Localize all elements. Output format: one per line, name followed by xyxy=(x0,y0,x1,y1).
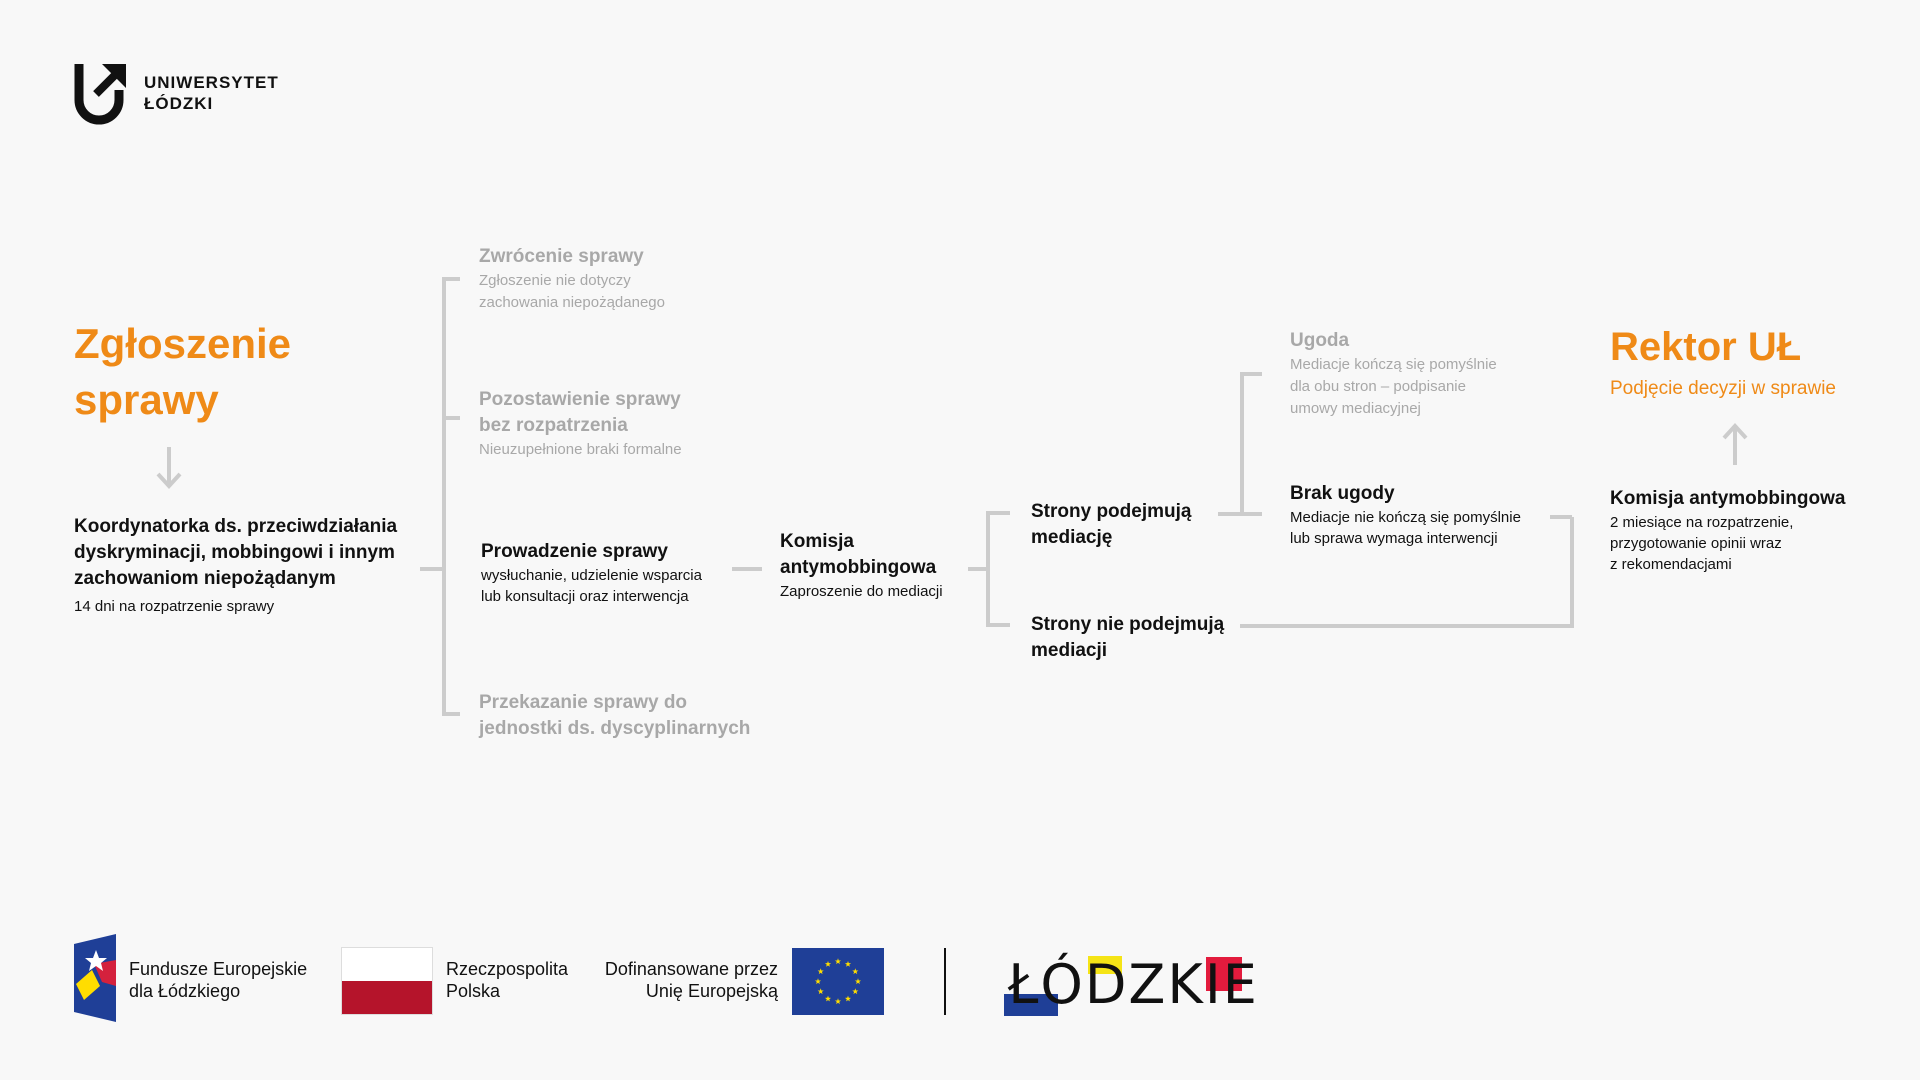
rector-title: Rektor UŁ xyxy=(1610,325,1802,369)
lodzkie-logo-text: ŁÓDZKIE xyxy=(1008,953,1259,1016)
poland-flag-icon xyxy=(341,947,433,1015)
no-agreement-node: Brak ugody Mediacje nie kończą się pomyślnie lub sprawa wymaga interwencji xyxy=(1290,483,1521,547)
eu-star-icon xyxy=(852,988,858,994)
eu-stars-icon xyxy=(792,948,884,1015)
eu-star-icon xyxy=(818,968,824,974)
commission-mediation-node: Komisja antymobbingowa Zaproszenie do mediacji xyxy=(780,531,943,600)
eu-star-icon xyxy=(818,988,824,994)
agreement-node: Ugoda Mediacje kończą się pomyślnie dla obu stron – podpisanie umowy mediacyjnej xyxy=(1290,330,1497,417)
poland-text: Rzeczpospolita Polska xyxy=(446,959,569,1001)
coordinator-node: Koordynatorka ds. przeciwdziałania dyskryminacji, mobbingowi i innym zachowaniom niepożądanym 14 dni na rozpatrzenie sprawy xyxy=(74,514,414,618)
university-name: UNIWERSYTET ŁÓDZKI xyxy=(144,73,279,113)
eu-star-icon xyxy=(852,968,858,974)
mediation-declined: Strony nie podejmują mediacji xyxy=(1031,614,1225,661)
option-leave: Pozostawienie sprawy bez rozpatrzenia Nieuzupełnione braki formalne xyxy=(479,389,682,458)
eu-flag-icon xyxy=(792,948,884,1015)
eu-star-icon xyxy=(815,978,821,984)
coordinator-deadline: 14 dni na rozpatrzenie sprawy xyxy=(74,598,275,615)
eu-star-icon xyxy=(825,961,831,967)
rector-decision: Podjęcie decyzji w sprawie xyxy=(1610,378,1836,399)
funds-logo xyxy=(74,934,118,1022)
option-transfer: Przekazanie sprawy do jednostki ds. dyscyplinarnych xyxy=(479,692,751,739)
eu-star-icon xyxy=(835,998,841,1004)
option-return: Zwrócenie sprawy Zgłoszenie nie dotyczy zachowania niepożądanego xyxy=(479,246,665,311)
mediation-accepted: Strony podejmują mediację xyxy=(1031,501,1192,548)
eu-star-icon xyxy=(845,996,851,1002)
start-title: Zgłoszenie sprawy xyxy=(74,320,292,423)
footer-divider xyxy=(944,948,946,1015)
eu-star-icon xyxy=(825,996,831,1002)
funds-logo-icon xyxy=(74,934,118,1022)
lodzkie-logo xyxy=(1004,953,1259,1016)
eu-text: Dofinansowane przez Unię Europejską xyxy=(604,959,778,1001)
funds-text: Fundusze Europejskie dla Łódzkiego xyxy=(129,959,308,1001)
eu-star-icon xyxy=(855,978,861,984)
option-conduct: Prowadzenie sprawy wysłuchanie, udzielenie wsparcia lub konsultacji oraz interwencja xyxy=(481,541,702,605)
eu-star-icon xyxy=(845,961,851,967)
eu-star-icon xyxy=(835,958,841,964)
commission-opinion-node: Komisja antymobbingowa 2 miesiące na rozpatrzenie, przygotowanie opinii wraz z rekomendacjami xyxy=(1610,488,1846,573)
